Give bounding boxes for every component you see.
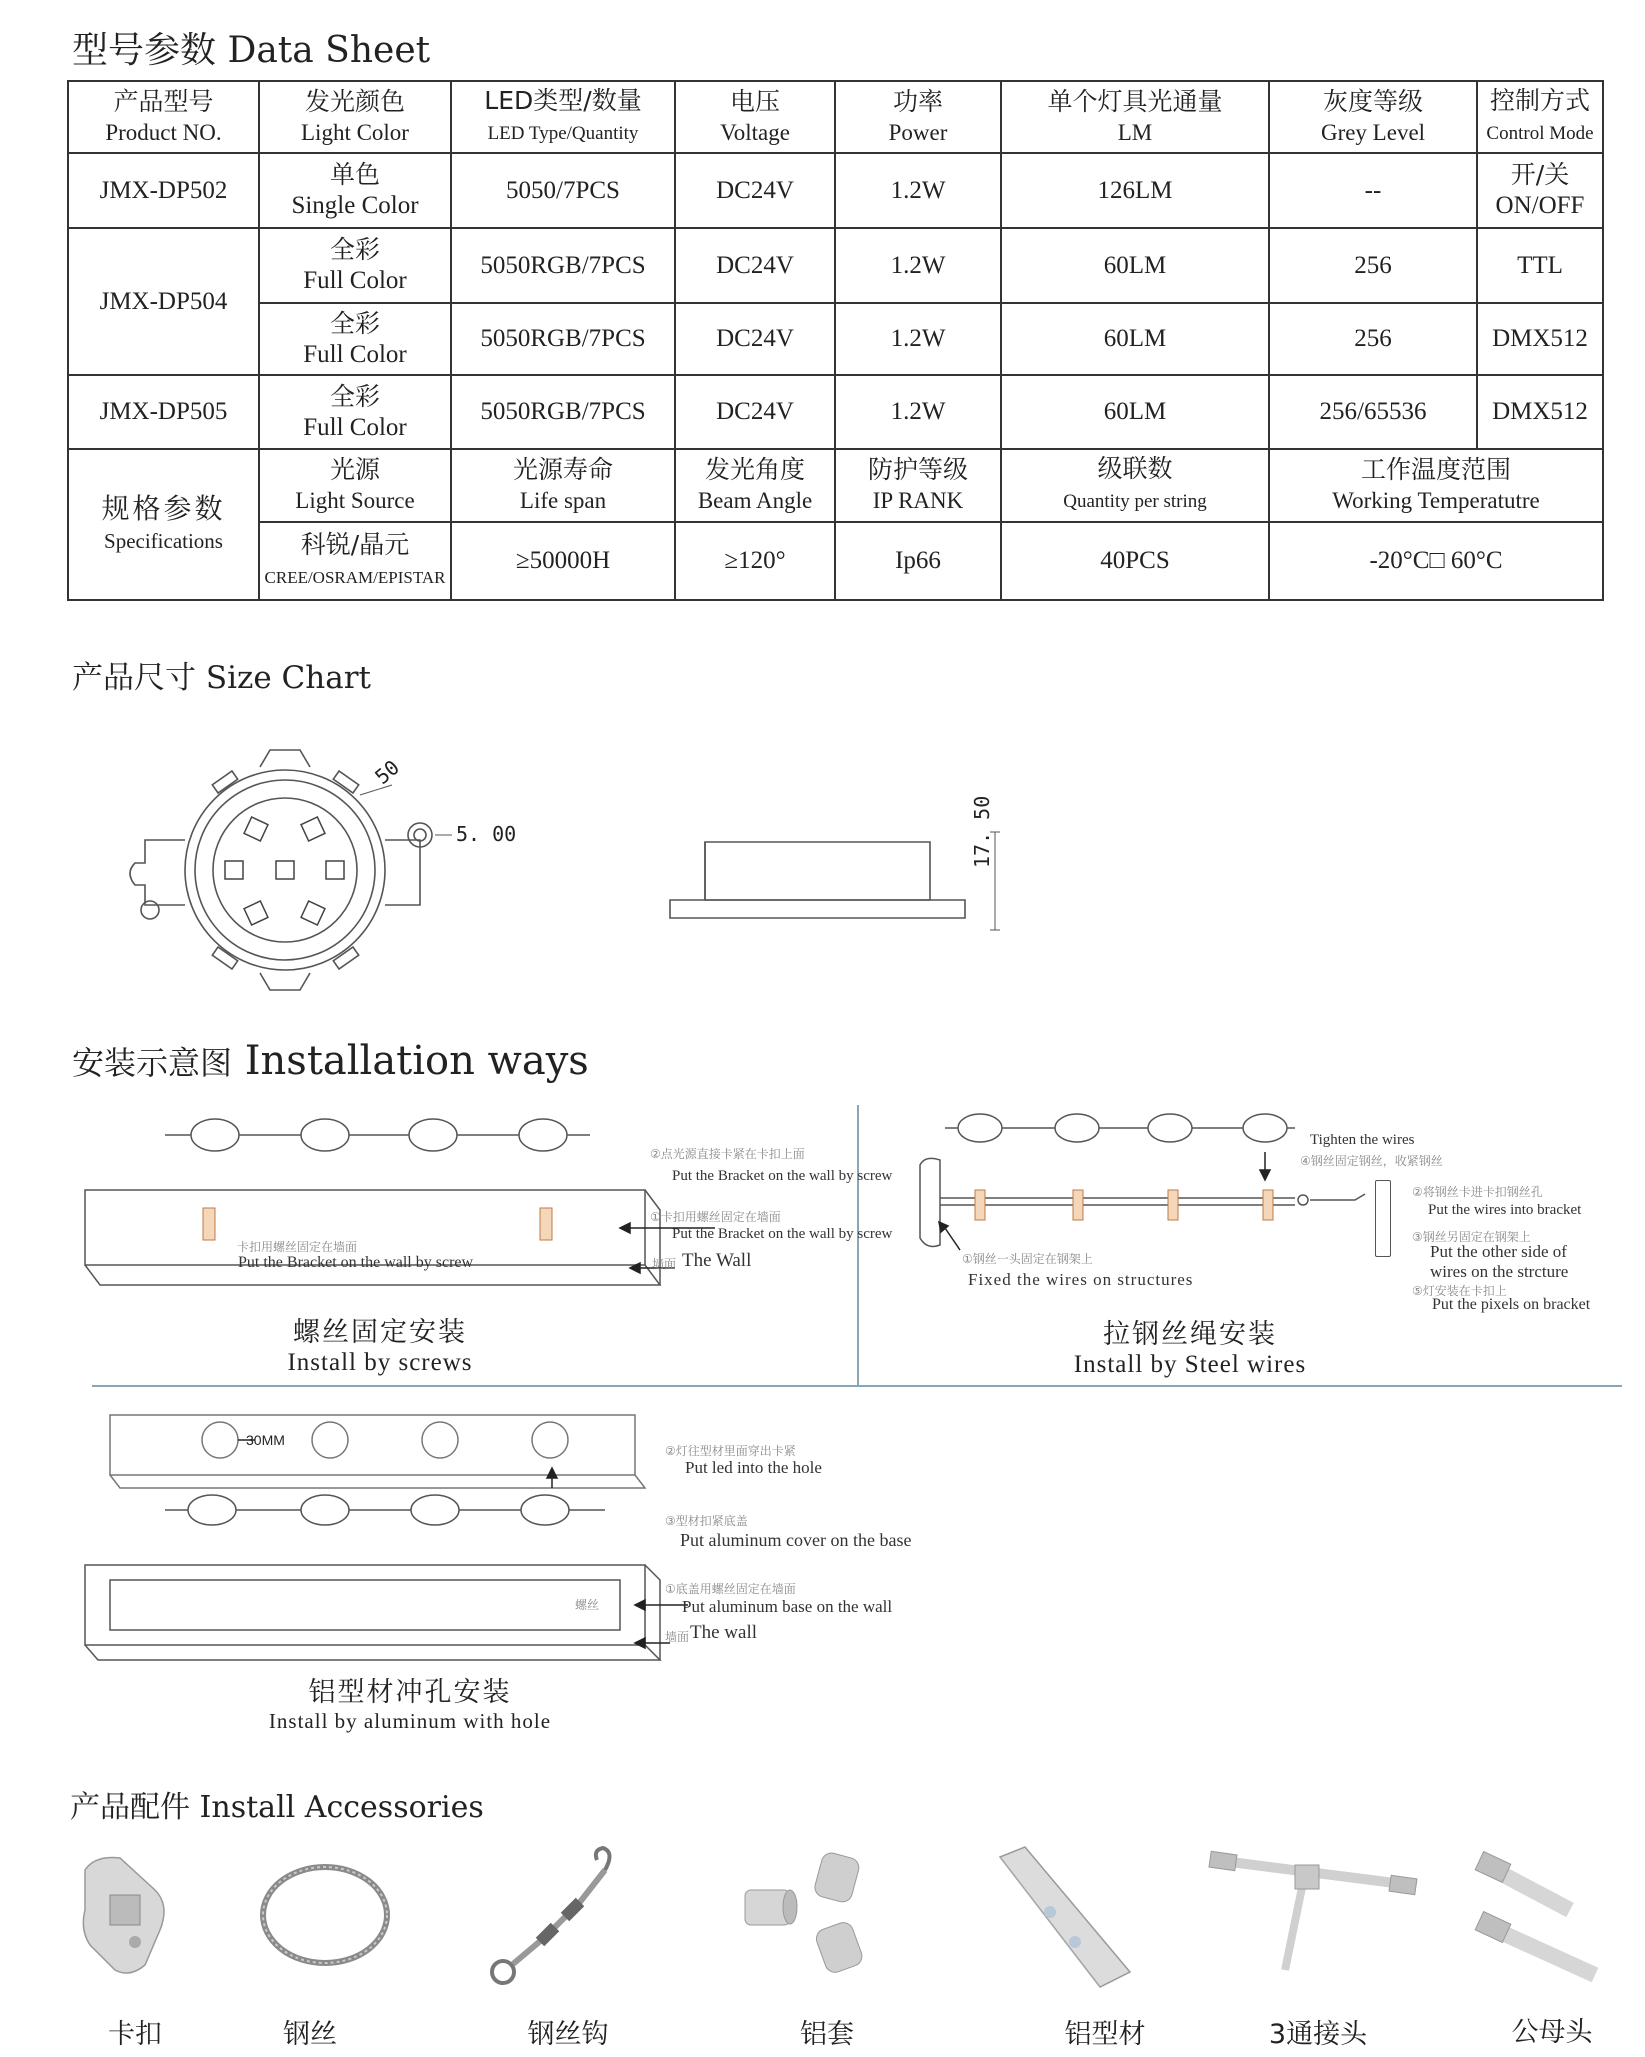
cell-control: DMX512 [1477,375,1603,449]
header-light-color: 发光颜色 Light Color [259,81,451,153]
divider-horizontal [92,1385,1622,1387]
steel-tighten-en: Tighten the wires [1310,1132,1415,1148]
header-led-type: LED类型/数量 LED Type/Quantity [451,81,675,153]
cell-led: 5050RGB/7PCS [451,228,675,303]
spec-temp: -20°C□ 60°C [1269,522,1603,600]
datasheet-table [67,80,1604,601]
aluminum-caption-zh: 铝型材冲孔安装 [308,1677,512,1708]
spec-angle: ≥120° [675,522,835,600]
table-row [68,375,1603,449]
cell-power: 1.2W [835,303,1001,375]
aluminum-caption-en: Install by aluminum with hole [268,1709,552,1733]
screws-note1-en: Put the Bracket on the wall by screw [672,1226,893,1242]
cell-grey: 256 [1269,228,1477,303]
accessories-title [70,1782,484,1826]
screws-note1-zh: ①卡扣用螺丝固定在墙面 [650,1210,781,1224]
dim-hole-label: 5. 00 [456,822,517,846]
aluminum-note3-en: Put aluminum cover on the base [680,1530,912,1550]
header-lm: 单个灯具光通量 LM [1001,81,1269,153]
aluminum-screw-zh: 螺丝 [575,1598,600,1612]
aluminum-caption [250,1670,570,1734]
aluminum-sleeve-icon [740,1850,880,1980]
cell-lm: 60LM [1001,303,1269,375]
accessory-label-male-female: 公母头 [1511,2017,1593,2048]
cell-lm: 126LM [1001,153,1269,228]
spec-qty: 40PCS [1001,522,1269,600]
cell-model: JMX-DP504 [68,228,259,375]
accessory-label-profile: 铝型材 [1064,2019,1146,2050]
steel-note3-en-2: wires on the strcture [1430,1262,1569,1281]
spec-header-ip: 防护等级 IP RANK [835,449,1001,522]
cell-voltage: DC24V [675,375,835,449]
screws-wall-zh: 墙面 [652,1257,677,1271]
datasheet-title-zh: 型号参数 [72,30,217,71]
dim-height-label: 17. 50 [970,795,994,868]
accessory-label-sleeve: 铝套 [800,2019,854,2050]
header-power: 功率 Power [835,81,1001,153]
steel-caption-zh: 拉钢丝绳安装 [1103,1319,1277,1350]
steel-note5-en: Put the pixels on bracket [1432,1296,1591,1313]
accessory-label-hook: 钢丝钩 [527,2019,609,2050]
header-control-mode: 控制方式 Control Mode [1477,81,1603,153]
accessory-label-three-way: 3通接头 [1268,2019,1368,2050]
spec-header-qty: 级联数 Quantity per string [1001,449,1269,522]
steel-tighten-zh: ④钢丝固定钢丝，收紧钢丝 [1300,1154,1443,1168]
spec-life: ≥50000H [451,522,675,600]
cell-control: DMX512 [1477,303,1603,375]
table-row [68,153,1603,228]
spec-value-row [68,522,1603,600]
cell-voltage: DC24V [675,153,835,228]
cell-lm: 60LM [1001,228,1269,303]
aluminum-profile-icon [990,1842,1140,1992]
steel-caption [1060,1312,1320,1379]
header-voltage: 电压 Voltage [675,81,835,153]
bracket-clip-icon [75,1850,185,1980]
aluminum-note1-zh: ①底盖用螺丝固定在墙面 [665,1582,796,1596]
screws-note2-zh: ②点光源直接卡紧在卡扣上面 [650,1147,805,1161]
installation-title-en: Installation ways [244,1038,589,1084]
cell-control: 开/关 ON/OFF [1477,153,1603,228]
cell-voltage: DC24V [675,303,835,375]
cell-model: JMX-DP502 [68,153,259,228]
size-chart-title-en: Size Chart [205,660,371,696]
aluminum-note3-zh: ③型材扣紧底盖 [665,1514,748,1528]
screws-inner-zh: 卡扣用螺丝固定在墙面 [237,1240,358,1254]
steel-caption-en: Install by Steel wires [1073,1351,1307,1378]
spec-header-angle: 发光角度 Beam Angle [675,449,835,522]
screws-caption-zh: 螺丝固定安装 [293,1317,467,1348]
dim-diameter-label: 50 [370,755,404,789]
steel-note3-zh: ③钢丝另固定在钢架上 [1412,1230,1531,1244]
spec-label: 规格参数 Specifications [68,449,259,600]
installation-title [72,1038,589,1084]
cell-grey: 256 [1269,303,1477,375]
accessories-title-en: Install Accessories [199,1790,484,1825]
aluminum-wall-zh: 墙面 [665,1630,690,1644]
table-row [68,303,1603,375]
accessory-label-steel-wire: 钢丝 [283,2019,337,2050]
turnbuckle-hook-icon [485,1842,630,1992]
steel-note5-zh: ⑤灯安装在卡扣上 [1412,1284,1507,1298]
screws-inner-en: Put the Bracket on the wall by screw [238,1254,474,1271]
steel-wire-coil-icon [255,1858,395,1973]
cell-grey: -- [1269,153,1477,228]
cell-color: 全彩 Full Color [259,303,451,375]
steel-note1-zh: ①钢丝一头固定在钢架上 [962,1252,1093,1266]
steel-note2-en: Put the wires into bracket [1428,1202,1582,1218]
screws-note2-en: Put the Bracket on the wall by screw [672,1168,893,1184]
datasheet-title-en: Data Sheet [227,30,431,71]
aluminum-install-diagram [80,1410,680,1670]
cell-control: TTL [1477,228,1603,303]
size-chart-title-zh: 产品尺寸 [72,660,196,696]
spec-ip: Ip66 [835,522,1001,600]
spec-header-temp: 工作温度范围 Working Temperatutre [1269,449,1603,522]
cell-power: 1.2W [835,153,1001,228]
spec-source: 科锐/晶元 CREE/OSRAM/EPISTAR [259,522,451,600]
cell-led: 5050/7PCS [451,153,675,228]
table-header-row [68,81,1603,153]
cell-power: 1.2W [835,375,1001,449]
accessory-label-bracket: 卡扣 [108,2019,162,2050]
cell-color: 全彩 Full Color [259,228,451,303]
cell-color: 全彩 Full Color [259,375,451,449]
cell-color: 单色 Single Color [259,153,451,228]
accessories-title-zh: 产品配件 [70,1790,190,1825]
screws-caption-en: Install by screws [287,1349,473,1376]
table-row [68,228,1603,303]
aluminum-note1-en: Put aluminum base on the wall [682,1597,893,1616]
steel-bracket-right [1375,1180,1391,1257]
screws-caption [250,1310,510,1377]
size-chart-title [72,652,371,697]
aluminum-note2-en: Put led into the hole [685,1458,822,1477]
cell-led: 5050RGB/7PCS [451,375,675,449]
three-way-connector-icon [1210,1845,1420,1975]
cell-grey: 256/65536 [1269,375,1477,449]
aluminum-wall-en: The wall [690,1622,758,1643]
datasheet-title [72,22,430,73]
cell-led: 5050RGB/7PCS [451,303,675,375]
header-product-no: 产品型号 Product NO. [68,81,259,153]
spec-header-row [68,449,1603,522]
steel-note2-zh: ②将钢丝卡进卡扣钢丝孔 [1412,1185,1543,1199]
cell-voltage: DC24V [675,228,835,303]
hole-size-label: 30MM [246,1432,285,1448]
installation-title-zh: 安装示意图 [72,1044,233,1082]
spec-header-life: 光源寿命 Life span [451,449,675,522]
cell-model: JMX-DP505 [68,375,259,449]
spec-header-source: 光源 Light Source [259,449,451,522]
steel-note3-en-1: Put the other side of [1430,1242,1567,1261]
steel-note1-en: Fixed the wires on structures [968,1270,1194,1289]
header-grey-level: 灰度等级 Grey Level [1269,81,1477,153]
aluminum-note2-zh: ②灯往型材里面穿出卡紧 [665,1444,796,1458]
cell-power: 1.2W [835,228,1001,303]
screws-wall-en: The Wall [682,1250,752,1271]
male-female-connector-icon [1470,1855,1610,1985]
cell-lm: 60LM [1001,375,1269,449]
